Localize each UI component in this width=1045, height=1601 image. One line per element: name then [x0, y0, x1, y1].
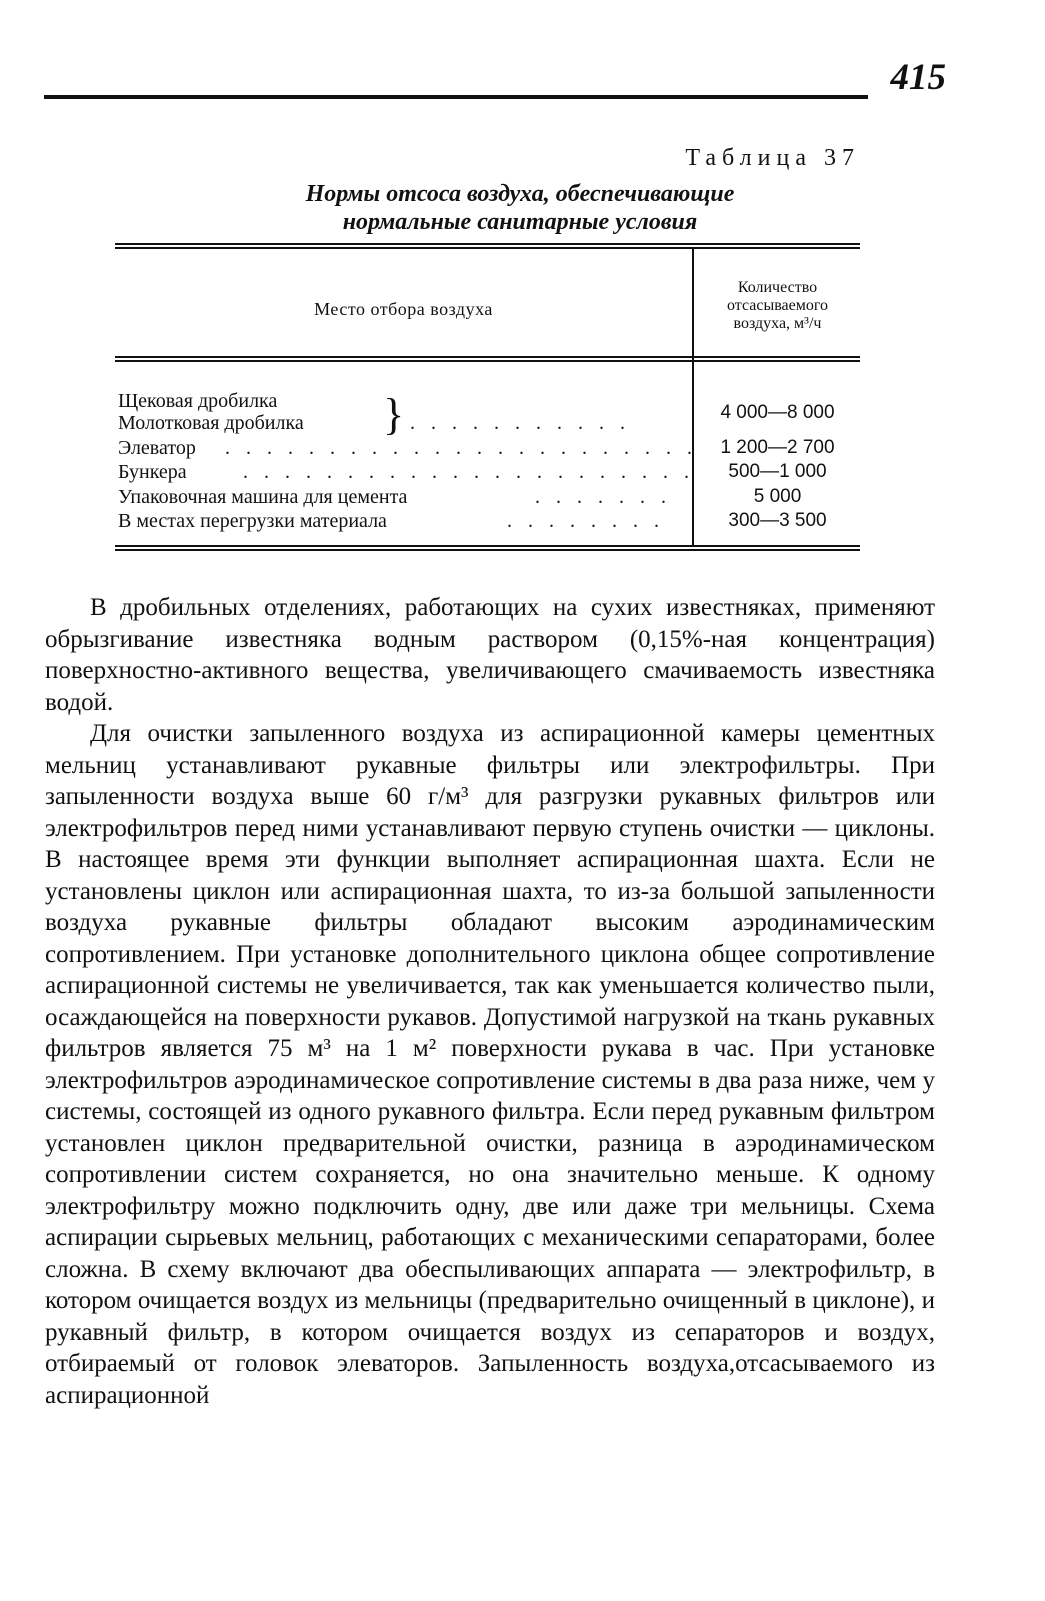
header-line: отсасываемого — [726, 297, 829, 314]
header-rule — [44, 95, 868, 99]
dot-leader: . . . . . . . . . . . . . . . . . . . . . . — [243, 461, 695, 483]
row-value: 5 000 — [753, 486, 802, 507]
table-title-line: нормальные санитарные условия — [342, 209, 698, 235]
row-value: 4 000—8 000 — [720, 402, 835, 423]
row-name: В местах перегрузки материала — [118, 510, 387, 532]
dot-leader: . . . . . . . — [535, 486, 672, 508]
row-name: Упаковочная машина для цемента — [118, 486, 408, 508]
dot-leader: . . . . . . . . . . . — [410, 412, 631, 434]
row-value: 500—1 000 — [728, 461, 827, 482]
table-title — [150, 180, 890, 236]
air-suction-table — [115, 243, 860, 553]
table-label: Таблица 37 — [685, 145, 860, 171]
dot-leader: . . . . . . . . . . . . . . . . . . . . . . . — [225, 437, 698, 459]
column-header-quantity — [695, 279, 860, 333]
header-line: Количество — [737, 279, 818, 296]
body-text — [45, 592, 935, 1411]
header-bottom-rule — [115, 356, 860, 362]
column-divider — [692, 249, 694, 361]
table-row — [115, 402, 860, 435]
paragraph: Для очистки запыленного воздуха из аспирационной камеры цементных мельниц устанавливают рукавные фильтры или электрофильтры. При запыленности воздуха выше 60 г/м³ для разгрузки рукавных фильтров или электрофильтров перед ними устанавливают первую ступень очистки — циклоны. В настоящее время эти функции выполняет аспирационная шахта. Если не установлены циклон или аспирационная шахта, то из-за большой запыленности воздуха рукавные фильтры обладают высоким аэродинамическим сопротивлением. При установке дополнительного циклона общее сопротивление аспирационной системы не увеличивается, так как уменьшается количество пыли, осаждающейся на поверхности рукавов. Допустимой нагрузкой на ткань рукавных фильтров является 75 м³ на 1 м² поверхности рукава в час. При установке электрофильтров аэродинамическое сопротивление системы в два раза ниже, чем у системы, состоящей из одного рукавного фильтра. Если перед рукавным фильтром установлен циклон предварительной очистки, разница в аэродинамическом сопротивлении систем сохраняется, но она значительно меньше. К одному электрофильтру можно подключить одну, две или даже три мельницы. Схема аспирации сырьевых мельниц, работающих с механическими сепараторами, более сложна. В схему включают два обеспыливающих аппарата — электрофильтр, в котором очищается воздух из мельницы (предварительно очищенный в циклоне), и рукавный фильтр, в котором очищается воздух из сепараторов и воздух, отбираемый от головок элеваторов. Запыленность воздуха,отсасываемого из аспирационной — [45, 720, 935, 1409]
table-row — [115, 436, 860, 460]
paragraph: В дробильных отделениях, работающих на сухих известняках, применяют обрызгивание известняка водным раствором (0,15%-ная концентрация) поверхностно-активного вещества, увеличивающего смачиваемость известняка водой. — [45, 594, 935, 716]
row-name: Щековая дробилка — [118, 390, 278, 412]
table-row — [115, 509, 860, 533]
row-value: 300—3 500 — [728, 510, 827, 531]
header-line: воздуха, м³/ч — [733, 315, 822, 332]
table-title-line: Нормы отсоса воздуха, обеспечивающие — [305, 181, 735, 207]
row-name: Бункера — [118, 461, 187, 483]
table-row — [115, 485, 860, 509]
row-name: Элеватор — [118, 437, 196, 459]
table-row — [115, 460, 860, 484]
row-value: 1 200—2 700 — [720, 437, 835, 458]
brace-symbol: } — [383, 390, 405, 439]
column-header-place: Место отбора воздуха — [314, 299, 493, 319]
dot-leader: . . . . . . . . — [507, 510, 665, 532]
table-bottom-rule — [115, 545, 860, 551]
page-number: 415 — [890, 57, 946, 98]
table-top-rule — [115, 243, 860, 249]
row-name: Молотковая дробилка — [118, 412, 304, 434]
